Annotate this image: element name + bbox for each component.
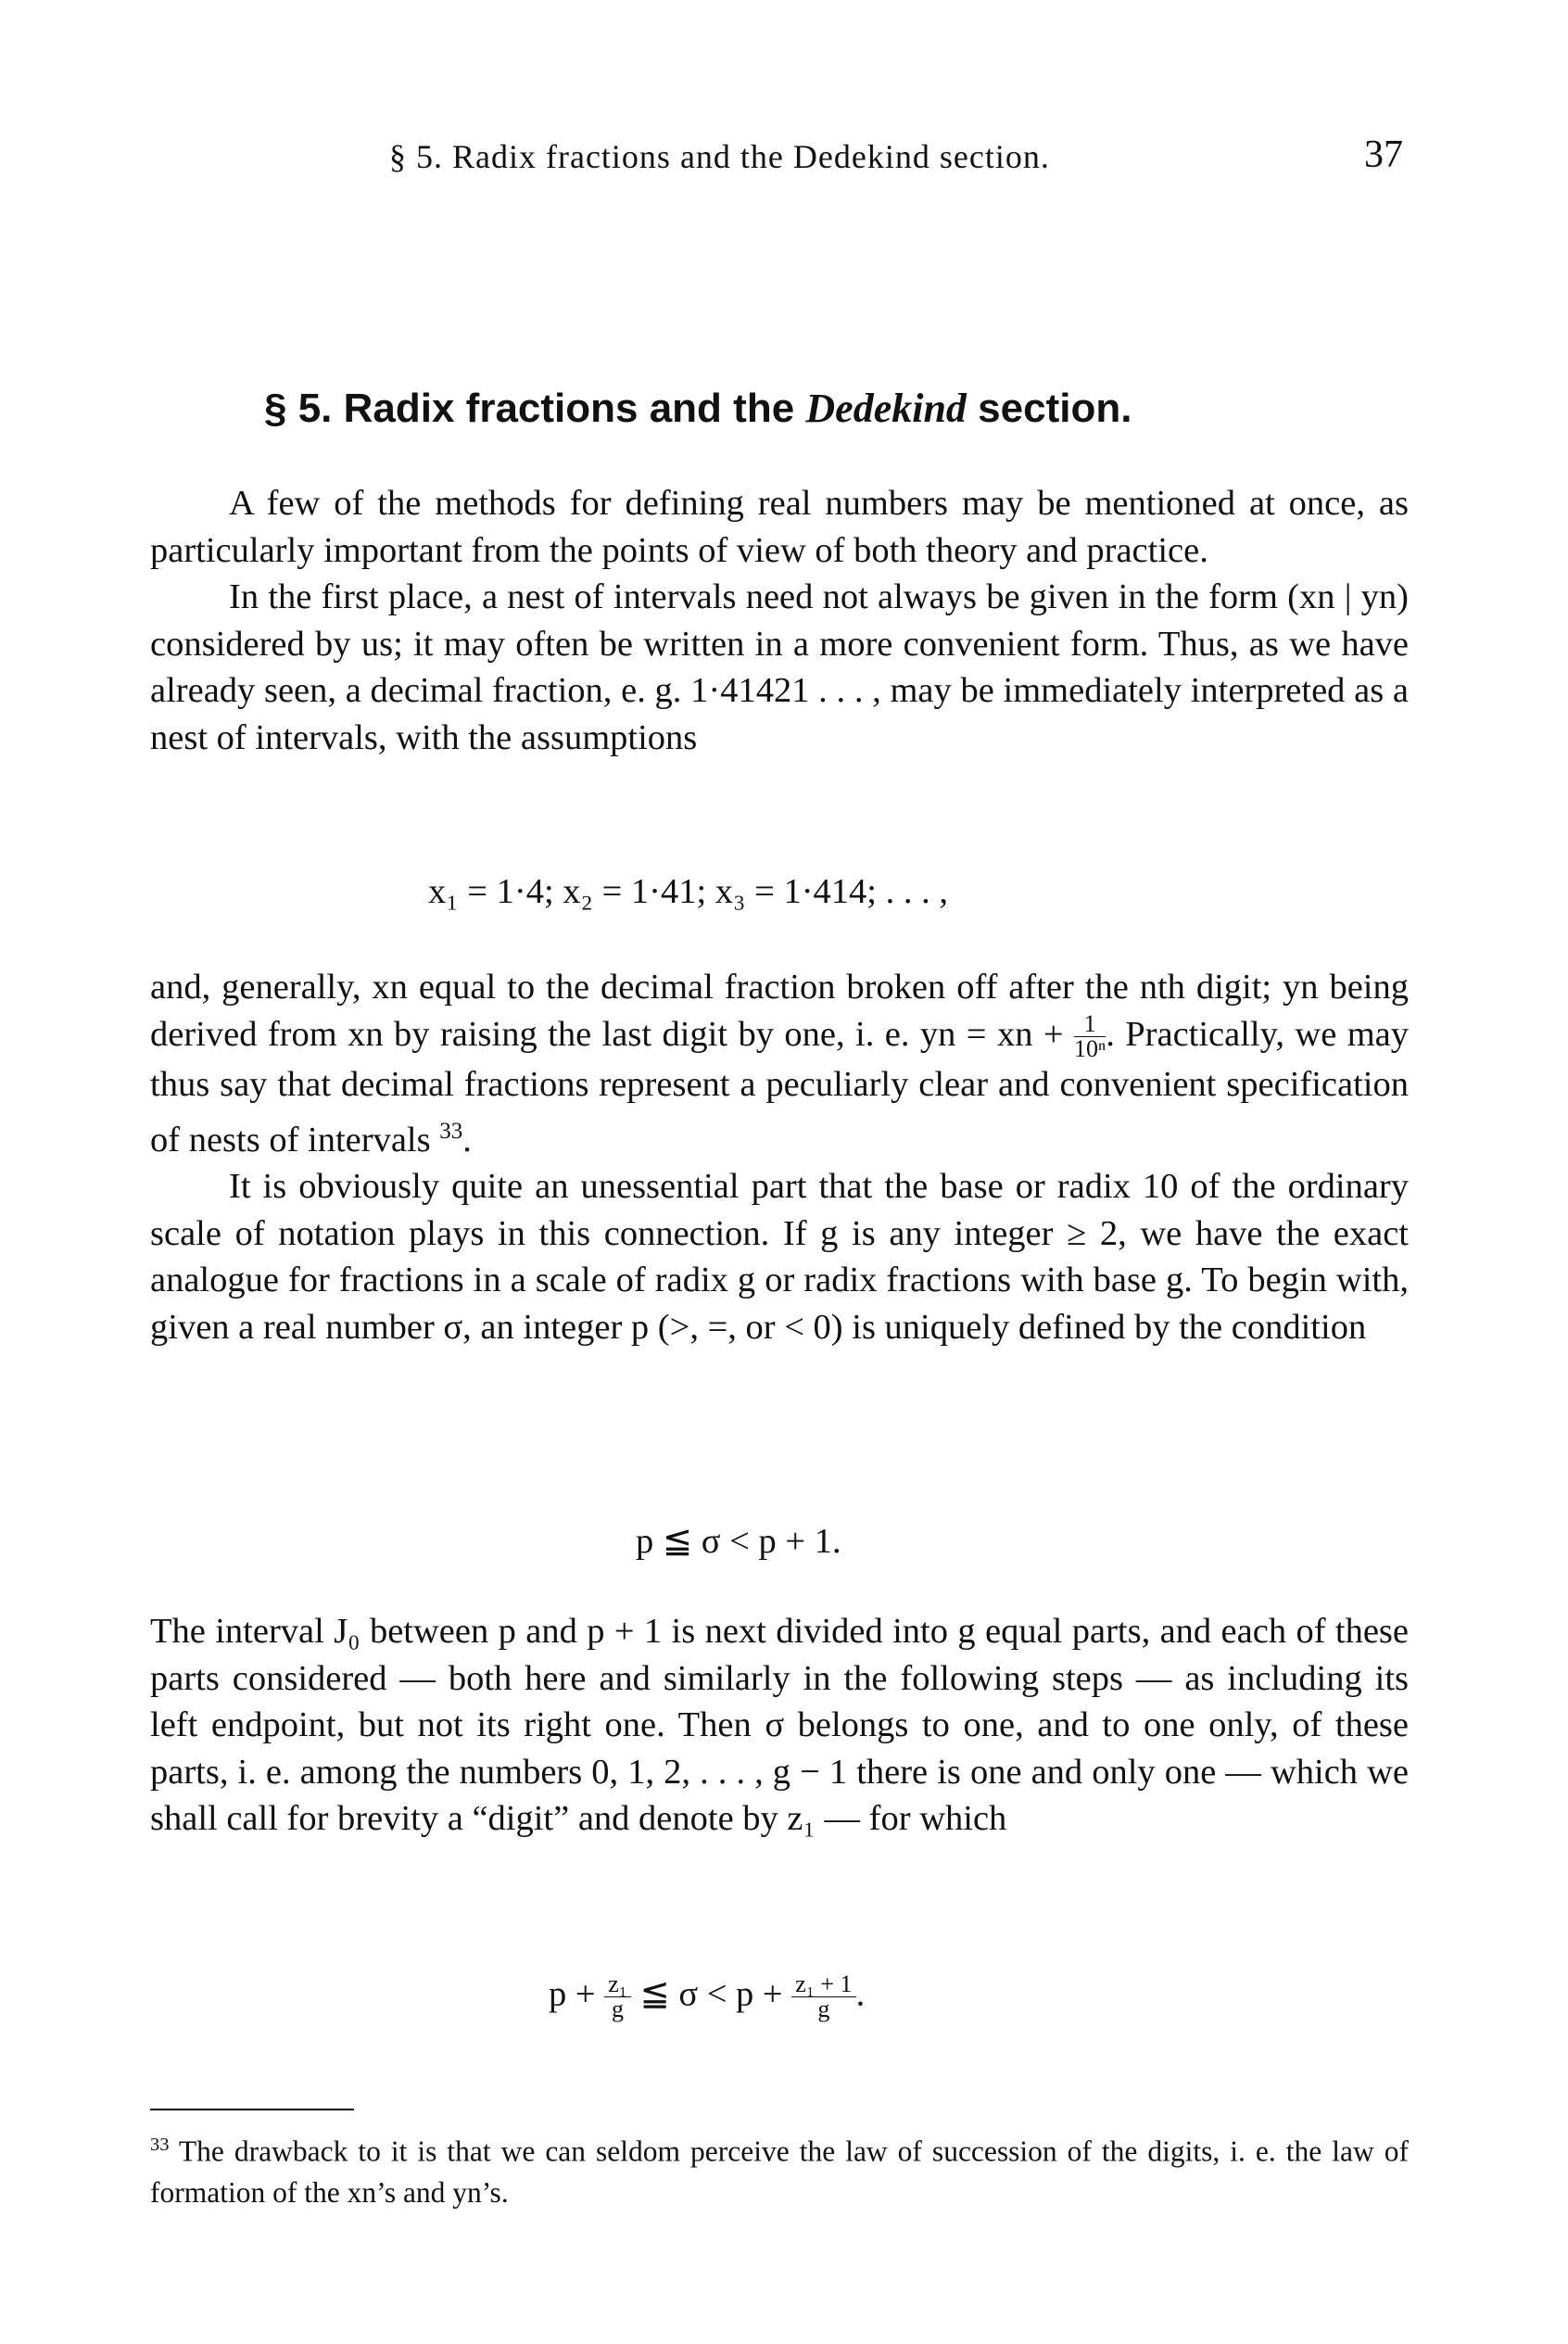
fraction-one-over-ten-n	[1074, 1012, 1106, 1061]
footnote-ref-33: 33	[439, 1118, 463, 1144]
eq3-part-1: p +	[549, 1974, 596, 2014]
body-block-3	[150, 1608, 1409, 1843]
fraction-denominator: 10ⁿ	[1074, 1035, 1106, 1063]
paragraph-1: A few of the methods for defining real numbers may be mentioned at once, as particularly important from the points of view of both theory and practice.	[150, 484, 1409, 570]
running-header-title: § 5. Radix fractions and the Dedekind section.	[389, 138, 1050, 175]
section-title-pre: Radix fractions and the	[343, 386, 795, 431]
eq3-fraction-2-num: z₁ + 1	[791, 1972, 855, 1997]
eq3-fraction-2-den: g	[817, 1996, 830, 2022]
section-number: § 5.	[264, 386, 333, 431]
paragraph-3-part-b: . Practically, we may thus say that decimal fractions represent a peculiarly clear and convenient specification of nests of intervals	[150, 1014, 1409, 1159]
eq3-fraction-2	[791, 1972, 855, 2021]
footnote-33	[150, 2124, 1409, 2213]
section-title-post: section.	[978, 386, 1132, 431]
paragraph-2: In the first place, a nest of intervals need not always be given in the form (xn | yn) considered by us; it may often be written in a more convenient form. Thus, as we have already seen, a decimal fraction, e. g. 1·41421 . . . , may be immediately interpreted as a nest of intervals, with the assumptions	[150, 577, 1409, 757]
footnote-text: The drawback to it is that we can seldom perceive the law of succession of the digits, i. e. the law of formation of the xn’s and yn’s.	[150, 2135, 1409, 2209]
equation-2: p ≦ σ < p + 1.	[636, 1522, 841, 1561]
section-title-italic: Dedekind	[805, 386, 967, 431]
eq3-fraction-1-num: z₁	[604, 1972, 631, 1997]
page-number: 37	[1364, 133, 1403, 176]
equation-1: x₁ = 1·4; x₂ = 1·41; x₃ = 1·414; . . . ,	[428, 872, 948, 911]
paragraph-3-part-a: and, generally, xn equal to the decimal fraction broken off after the nth digit; yn being derived from xn by raising the last digit by one, i. e. yn = xn +	[150, 968, 1409, 1054]
body-block-2	[150, 964, 1409, 1350]
paragraph-3: and, generally, xn equal to the decimal fraction broken off after the nth digit; yn being derived from xn by raising the last digit by one, i. e. yn = xn + $\frac{1}{\text{10ⁿ}}$ . Practically, we may thus say that decimal fractions represent a peculiarly clear and convenient specification of nests of intervals $^{33}$.	[150, 968, 1409, 1159]
fraction-numerator: 1	[1074, 1012, 1106, 1037]
eq3-end: .	[855, 1974, 866, 2014]
eq3-fraction-1-den: g	[612, 1996, 625, 2022]
footnote-marker: 33	[150, 2135, 170, 2155]
paragraph-5: The interval J₀ between p and p + 1 is next divided into g equal parts, and each of these parts considered — both here and similarly in the following steps — as including its left endpoint, but not its right one. Then σ belongs to one, and to one only, of these parts, i. e. among the numbers 0, 1, 2, . . . , g − 1 there is one and only one — which we shall call for brevity a “digit” and denote by z₁ — for which	[150, 1612, 1409, 1838]
eq3-middle: ≦ σ < p +	[639, 1974, 783, 2014]
equation-3	[549, 1972, 865, 2021]
section-title	[264, 385, 1132, 432]
footnote-rule	[150, 2109, 354, 2110]
eq3-fraction-1	[604, 1972, 631, 2021]
body-block-1	[150, 480, 1409, 761]
paragraph-4: It is obviously quite an unessential part that the base or radix 10 of the ordinary scale of notation plays in this connection. If g is any integer ≥ 2, we have the exact analogue for fractions in a scale of radix g or radix fractions with base g. To begin with, given a real number σ, an integer p (>, =, or < 0) is uniquely defined by the condition	[150, 1167, 1409, 1347]
